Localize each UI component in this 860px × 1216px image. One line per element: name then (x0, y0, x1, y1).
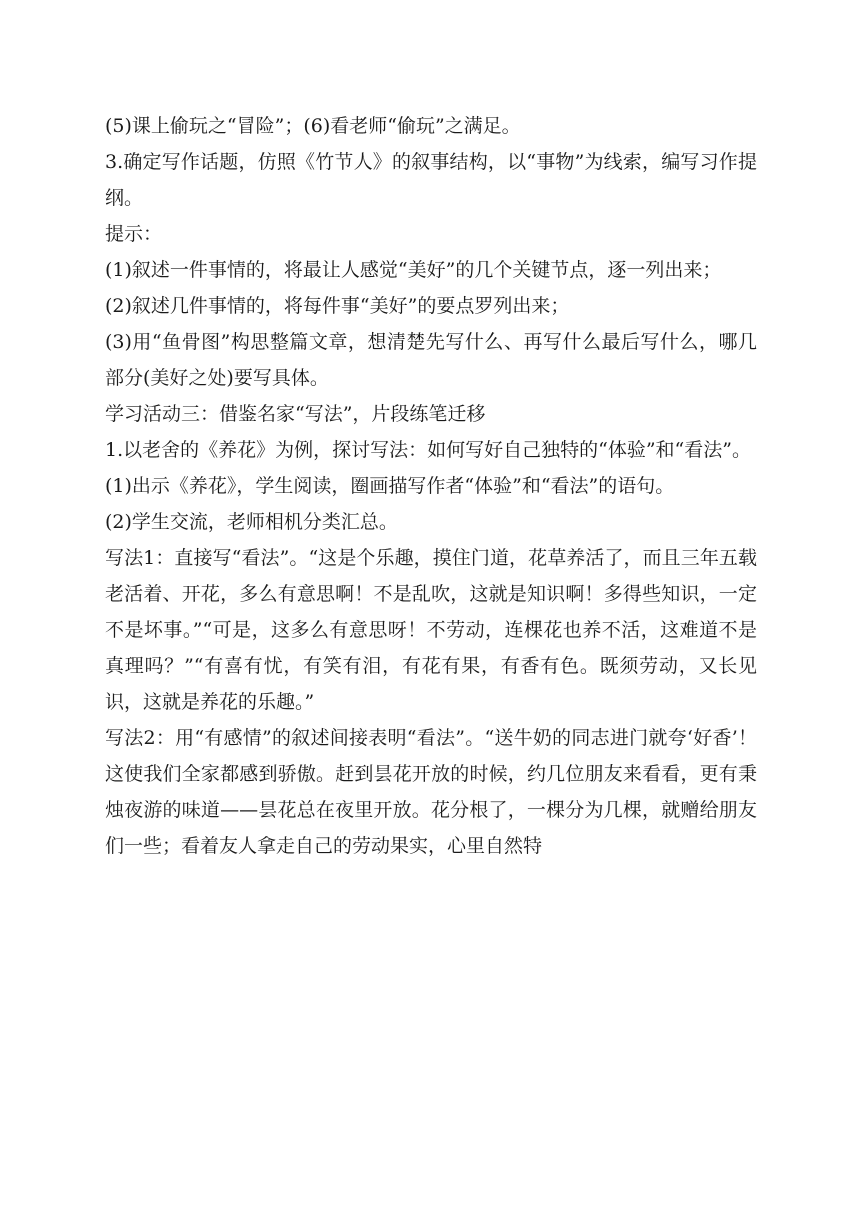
paragraph-hint-2: (2)叙述几件事情的，将每件事“美好”的要点罗列出来； (105, 295, 570, 317)
paragraph-hint-3: (3)用“鱼骨图”构思整篇文章，想清楚先写什么、再写什么最后写什么，哪几部分(美好之处)要写具体。 (105, 331, 757, 389)
document-body (105, 108, 757, 864)
paragraph-task-3: 3.确定写作话题，仿照《竹节人》的叙事结构，以“事物”为线索，编写习作提纲。 (105, 151, 757, 209)
paragraph-method-2: 写法2：用“有感情”的叙述间接表明“看法”。“送牛奶的同志进门就夸‘好香’！这使我们全家都感到骄傲。赶到昙花开放的时候，约几位朋友来看看，更有秉烛夜游的味道——昙花总在夜里开放。花分根了，一棵分为几棵，就赠给朋友们一些；看着友人拿走自己的劳动果实，心里自然特 (105, 727, 757, 857)
paragraph-step-2: (2)学生交流，老师相机分类汇总。 (105, 511, 398, 533)
paragraph-step-5-6: (5)课上偷玩之“冒险”；(6)看老师“偷玩”之满足。 (105, 115, 521, 137)
paragraph-step-1: (1)出示《养花》，学生阅读，圈画描写作者“体验”和“看法”的语句。 (105, 475, 675, 497)
paragraph-task-1: 1.以老舍的《养花》为例，探讨写法：如何写好自己独特的“体验”和“看法”。 (105, 439, 751, 461)
paragraph-hint-label: 提示： (105, 223, 163, 245)
paragraph-hint-1: (1)叙述一件事情的，将最让人感觉“美好”的几个关键节点，逐一列出来； (105, 259, 722, 281)
section-heading-activity-3: 学习活动三：借鉴名家“写法”，片段练笔迁移 (105, 403, 486, 425)
paragraph-method-1: 写法1：直接写“看法”。“这是个乐趣，摸住门道，花草养活了，而且三年五载老活着、开花，多么有意思啊！不是乱吹，这就是知识啊！多得些知识，一定不是坏事。”“可是，这多么有意思呀！不劳动，连棵花也养不活，这难道不是真理吗？”“有喜有忧，有笑有泪，有花有果，有香有色。既须劳动，又长见识，这就是养花的乐趣。” (105, 547, 757, 713)
